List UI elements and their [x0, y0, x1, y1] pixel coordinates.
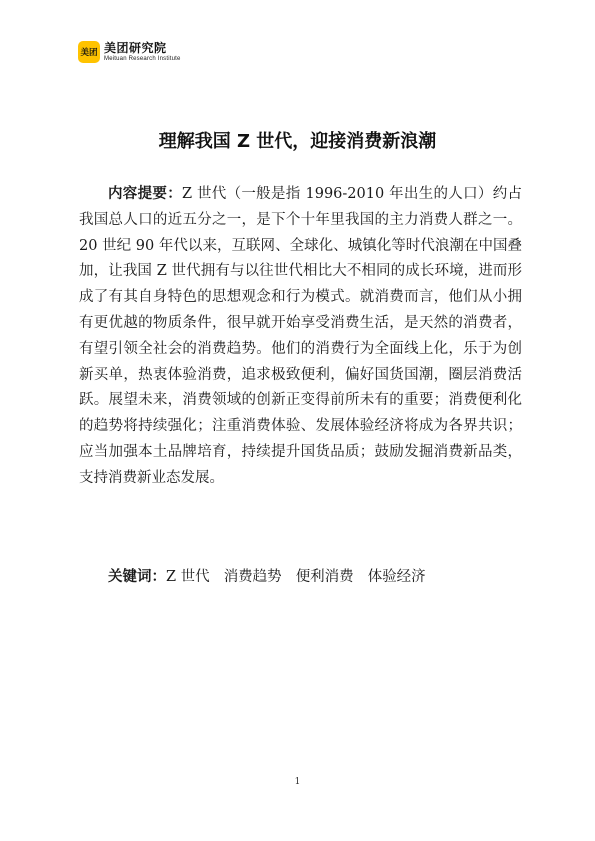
logo-text: [104, 42, 181, 62]
keyword: 体验经济: [367, 569, 426, 585]
keyword: 便利消费: [295, 569, 354, 585]
logo-name: 美团研究院: [104, 41, 167, 55]
abstract-paragraph: [79, 182, 522, 492]
keyword: Z 世代: [166, 569, 210, 585]
keywords-line: [79, 565, 522, 591]
logo-subtitle: Meituan Research Institute: [104, 56, 181, 62]
abstract-text: Z 世代（一般是指 1996-2010 年出生的人口）约占我国总人口的近五分之一，是下个十年里我国的主力消费人群之一。20 世纪 90 年代以来，互联网、全球化、城镇化等时代浪潮在中国叠加，让我国 Z 世代拥有与以往世代相比大不相同的成长环境，进而形成了有其自身特色的思想观念和行为模式。就消费而言，他们从小拥有更优越的物质条件，很早就开始享受消费生活，是天然的消费者，有望引领全社会的消费趋势。他们的消费行为全面线上化，乐于为创新买单，热衷体验消费，追求极致便利，偏好国货国潮，圈层消费活跃。展望未来，消费领域的创新正变得前所未有的重要；消费便利化的趋势将持续强化；注重消费体验、发展体验经济将成为各界共识；应当加强本土品牌培育，持续提升国货品质；鼓励发掘消费新品类，支持消费新业态发展。: [79, 186, 522, 486]
document-title: 理解我国 Z 世代，迎接消费新浪潮: [158, 131, 437, 152]
meituan-logo: [78, 41, 181, 63]
logo-badge-icon: 美团: [78, 41, 100, 63]
keywords-label: 关键词：: [108, 569, 166, 585]
keyword: 消费趋势: [223, 569, 282, 585]
abstract-label: 内容提要：: [108, 186, 182, 202]
page-number: 1: [294, 777, 301, 787]
